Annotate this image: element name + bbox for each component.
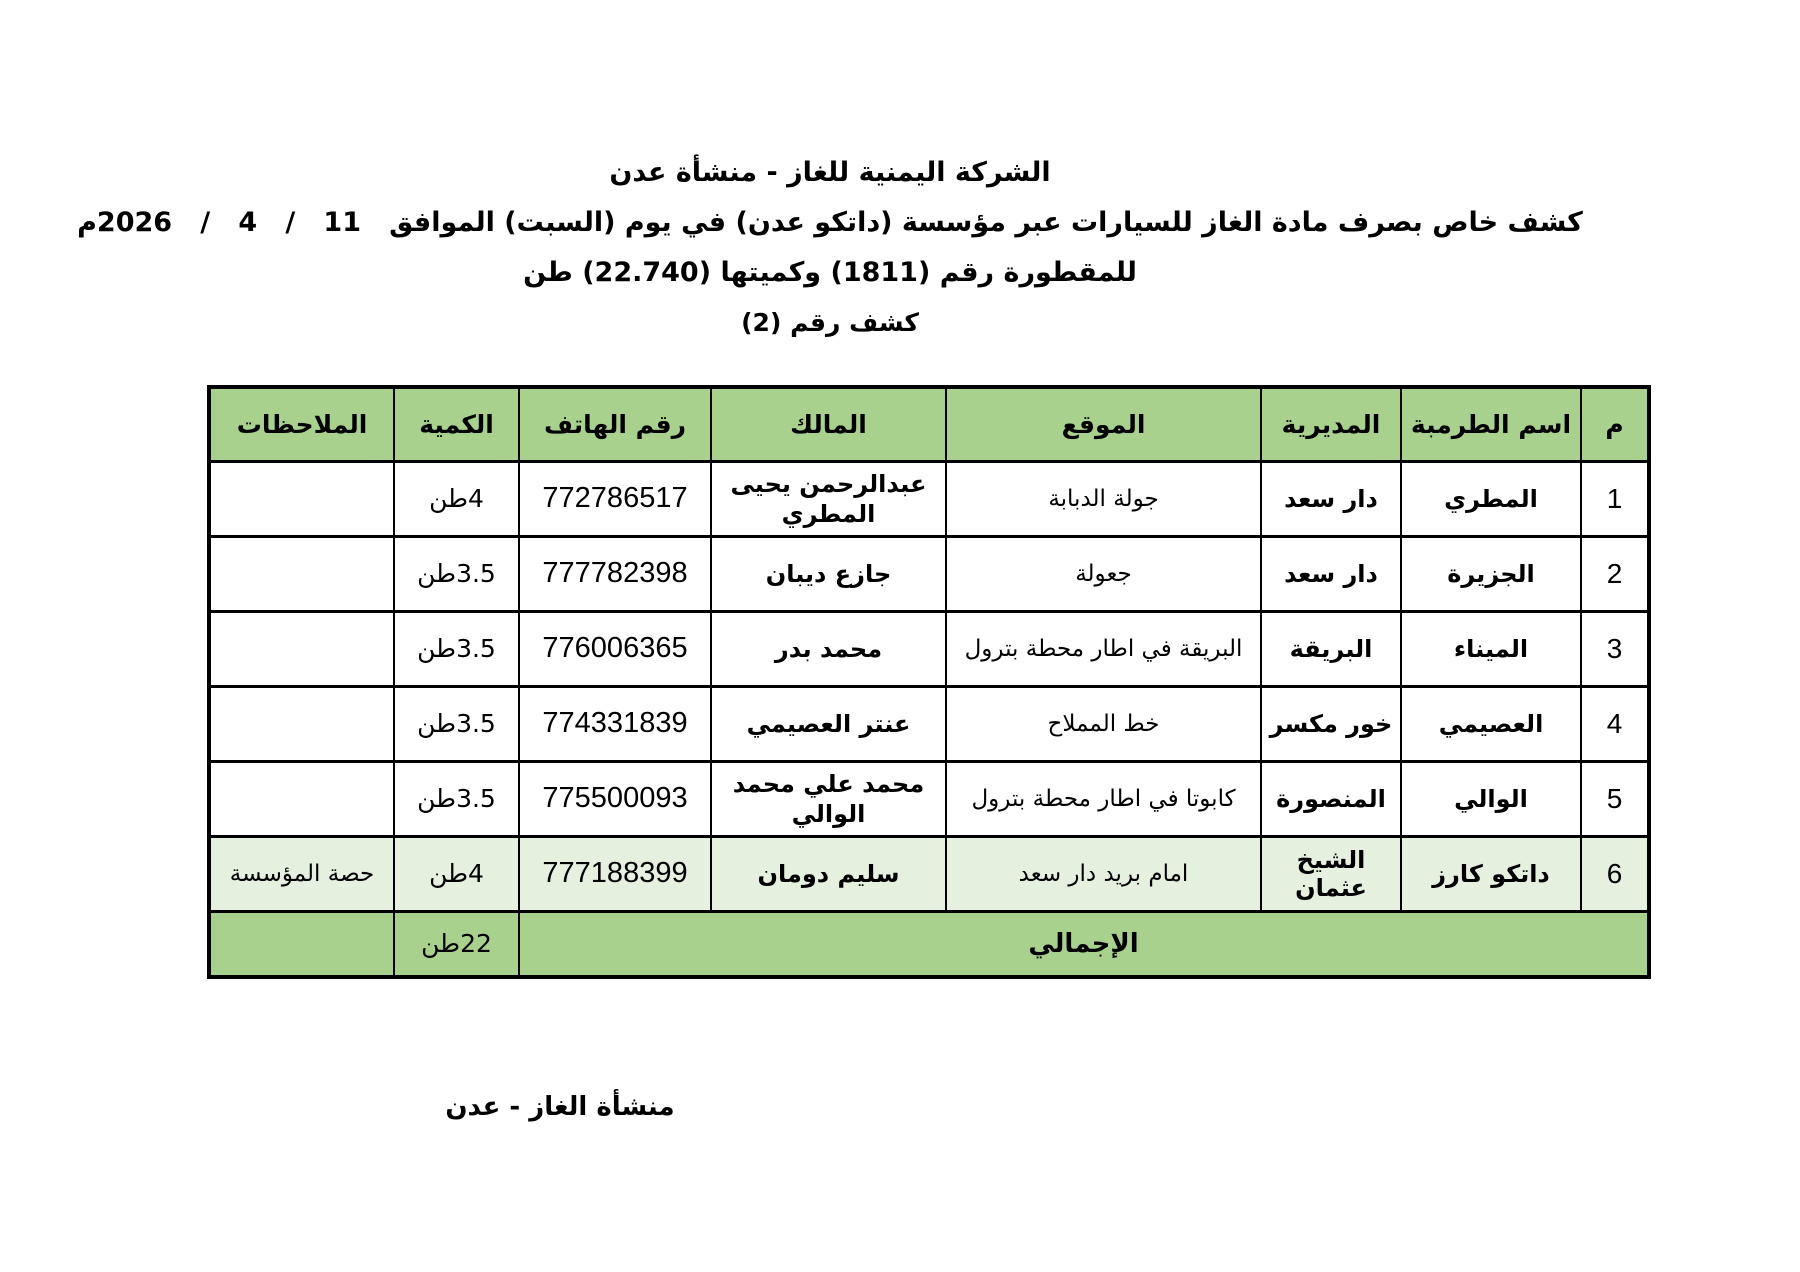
header-district: المديرية: [1261, 387, 1401, 461]
table-row: [209, 611, 1649, 686]
cell-num: 1: [1581, 461, 1649, 536]
cell-phone: 776006365: [519, 611, 711, 686]
cell-owner: محمد علي محمد الوالي: [711, 761, 946, 836]
cell-owner: عنتر العصيمي: [711, 686, 946, 761]
cell-district: خور مكسر: [1261, 686, 1401, 761]
cell-quantity: 4طن: [394, 461, 519, 536]
cell-pump-name: الوالي: [1401, 761, 1581, 836]
cell-district: دار سعد: [1261, 461, 1401, 536]
cell-location: جعولة: [946, 536, 1261, 611]
cell-phone: 777188399: [519, 836, 711, 911]
cell-phone: 774331839: [519, 686, 711, 761]
cell-total-notes: [209, 911, 394, 977]
cell-district: البريقة: [1261, 611, 1401, 686]
cell-notes: [209, 611, 394, 686]
cell-owner: محمد بدر: [711, 611, 946, 686]
cell-num: 6: [1581, 836, 1649, 911]
cell-num: 2: [1581, 536, 1649, 611]
facility-signature: منشأة الغاز - عدن: [445, 1092, 675, 1122]
cell-phone: 772786517: [519, 461, 711, 536]
cell-notes: [209, 761, 394, 836]
cell-quantity: 3.5طن: [394, 686, 519, 761]
table-row: [209, 461, 1649, 536]
table-total-row: [209, 911, 1649, 977]
cell-quantity: 3.5طن: [394, 761, 519, 836]
cell-num: 4: [1581, 686, 1649, 761]
cell-notes: [209, 461, 394, 536]
cell-notes: [209, 686, 394, 761]
cell-district: دار سعد: [1261, 536, 1401, 611]
table-header-row: [209, 387, 1649, 461]
cell-pump-name: العصيمي: [1401, 686, 1581, 761]
cell-location: امام بريد دار سعد: [946, 836, 1261, 911]
cell-num: 3: [1581, 611, 1649, 686]
table-row: [209, 536, 1649, 611]
document-header: [0, 148, 1660, 348]
distribution-table-wrap: [207, 385, 1651, 979]
cell-quantity: 4طن: [394, 836, 519, 911]
cell-pump-name: الميناء: [1401, 611, 1581, 686]
cell-pump-name: المطري: [1401, 461, 1581, 536]
cell-total-quantity: 22طن: [394, 911, 519, 977]
cell-pump-name: داتكو كارز: [1401, 836, 1581, 911]
company-title: الشركة اليمنية للغاز - منشأة عدن: [609, 157, 1051, 188]
cell-num: 5: [1581, 761, 1649, 836]
distribution-table: [207, 385, 1651, 979]
header-notes: الملاحظات: [209, 387, 394, 461]
cell-pump-name: الجزيرة: [1401, 536, 1581, 611]
statement-description: كشف خاص بصرف مادة الغاز للسيارات عبر مؤسسة (داتكو عدن) في يوم (السبت) الموافق 11 / 4 / 2026م: [77, 207, 1583, 238]
header-phone: رقم الهاتف: [519, 387, 711, 461]
cell-location: البريقة في اطار محطة بترول: [946, 611, 1261, 686]
cell-quantity: 3.5طن: [394, 611, 519, 686]
cell-total-label: الإجمالي: [519, 911, 1649, 977]
header-pump-name: اسم الطرمبة: [1401, 387, 1581, 461]
cell-district: الشيخ عثمان: [1261, 836, 1401, 911]
table-row: [209, 686, 1649, 761]
cell-owner: جازع ديبان: [711, 536, 946, 611]
cell-location: كابوتا في اطار محطة بترول: [946, 761, 1261, 836]
header-owner: المالك: [711, 387, 946, 461]
cell-location: خط المملاح: [946, 686, 1261, 761]
cell-notes: حصة المؤسسة: [209, 836, 394, 911]
trailer-info: للمقطورة رقم (1811) وكميتها (22.740) طن: [523, 257, 1137, 288]
cell-phone: 775500093: [519, 761, 711, 836]
cell-quantity: 3.5طن: [394, 536, 519, 611]
cell-owner: سليم دومان: [711, 836, 946, 911]
header-num: م: [1581, 387, 1649, 461]
table-row-highlighted: [209, 836, 1649, 911]
header-quantity: الكمية: [394, 387, 519, 461]
cell-notes: [209, 536, 394, 611]
cell-owner: عبدالرحمن يحيى المطري: [711, 461, 946, 536]
table-row: [209, 761, 1649, 836]
header-location: الموقع: [946, 387, 1261, 461]
cell-phone: 777782398: [519, 536, 711, 611]
cell-district: المنصورة: [1261, 761, 1401, 836]
statement-number: كشف رقم (2): [741, 308, 919, 337]
cell-location: جولة الدبابة: [946, 461, 1261, 536]
